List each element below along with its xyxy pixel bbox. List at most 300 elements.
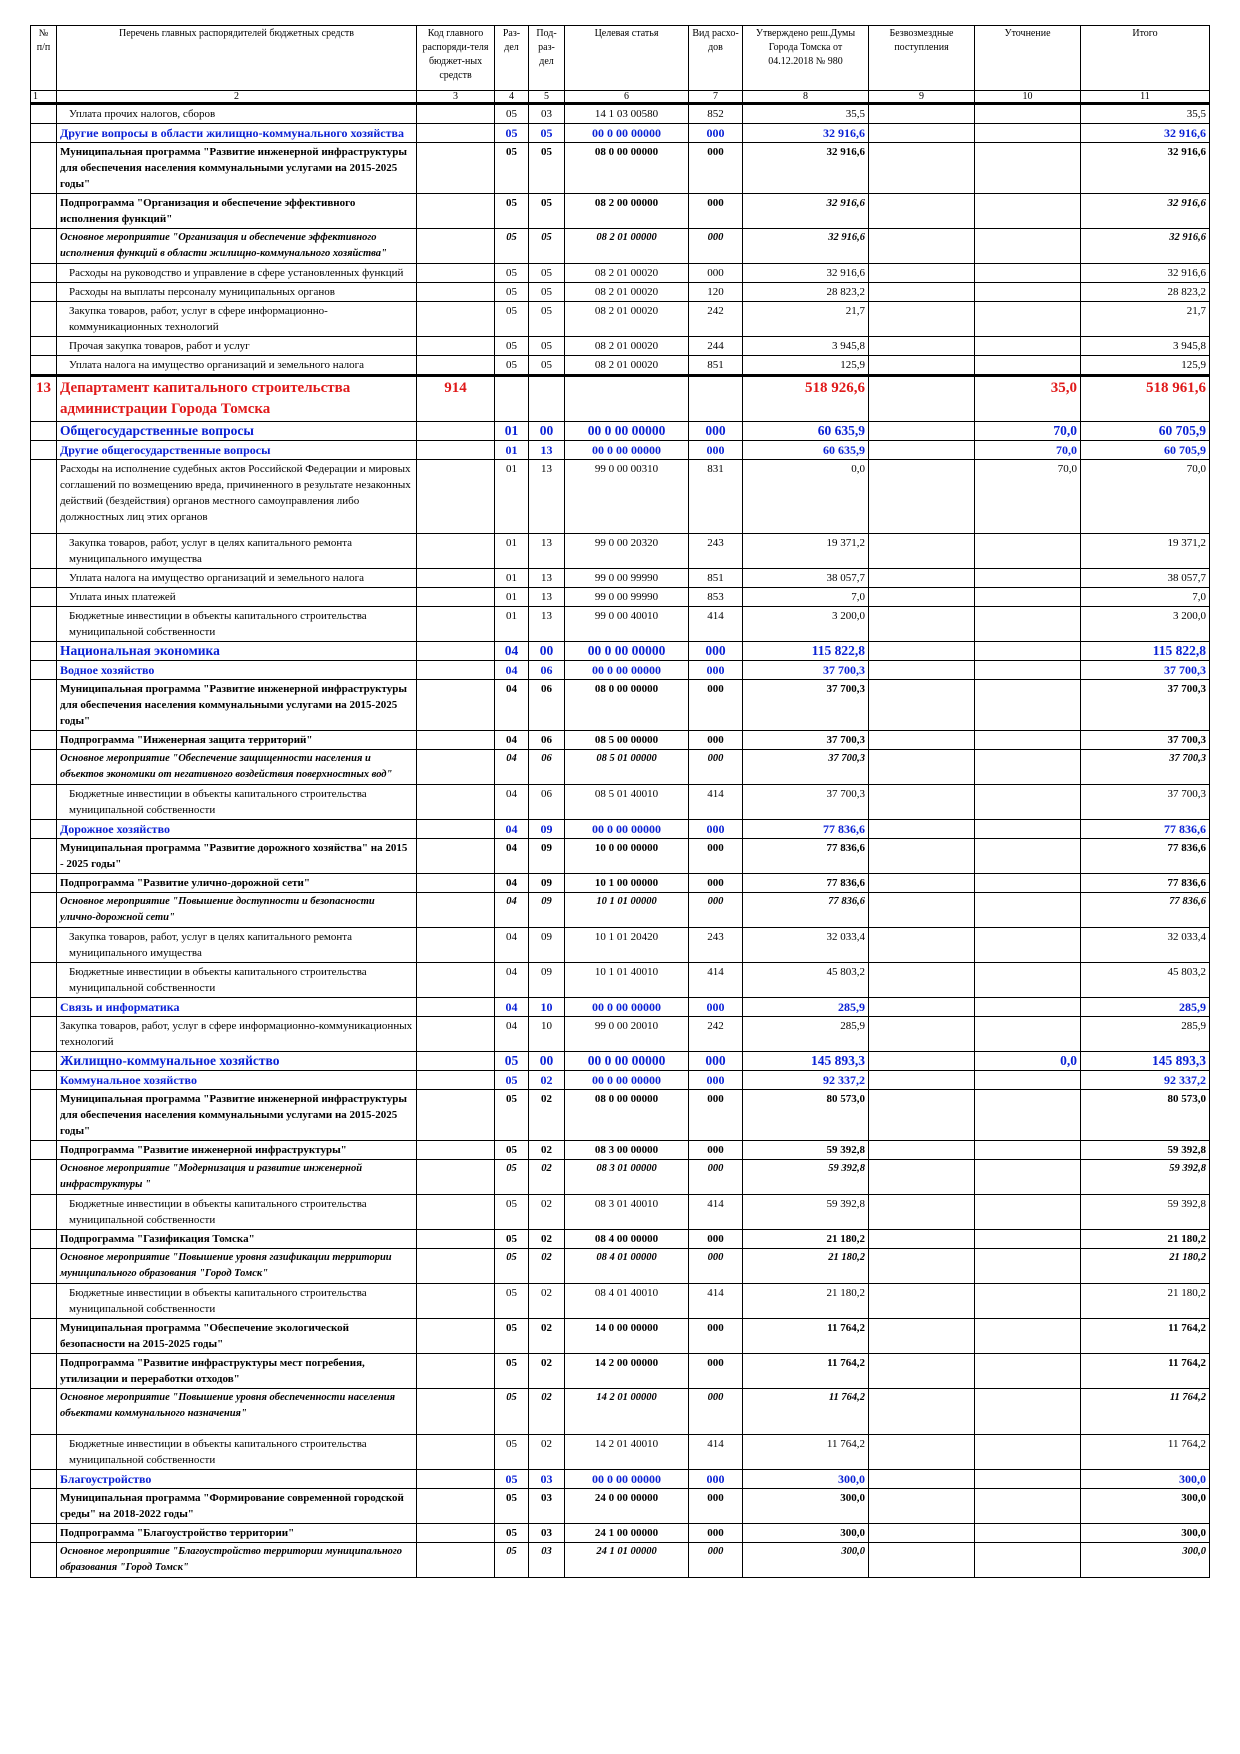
row-name: Дорожное хозяйство xyxy=(57,820,417,839)
row-total: 60 705,9 xyxy=(1081,422,1210,441)
row-approved: 0,0 xyxy=(743,460,869,534)
row-code xyxy=(417,1017,495,1052)
row-approved: 21 180,2 xyxy=(743,1249,869,1284)
row-grants xyxy=(869,283,975,302)
row-approved: 38 057,7 xyxy=(743,569,869,588)
row-number xyxy=(31,534,57,569)
column-number: 5 xyxy=(529,91,565,104)
row-grants xyxy=(869,839,975,874)
header-cell: № п/п xyxy=(31,26,57,91)
row-target-article: 08 0 00 00000 xyxy=(565,680,689,731)
row-approved: 28 823,2 xyxy=(743,283,869,302)
row-adjustment xyxy=(975,750,1081,785)
row-subsection: 06 xyxy=(529,731,565,750)
row-adjustment xyxy=(975,194,1081,229)
row-section: 05 xyxy=(495,229,529,264)
row-section: 04 xyxy=(495,642,529,661)
row-approved: 32 916,6 xyxy=(743,264,869,283)
row-expense-type: 000 xyxy=(689,1354,743,1389)
row-section xyxy=(495,376,529,422)
row-name: Общегосударственные вопросы xyxy=(57,422,417,441)
row-number xyxy=(31,750,57,785)
row-adjustment: 35,0 xyxy=(975,376,1081,422)
row-total: 92 337,2 xyxy=(1081,1071,1210,1090)
row-name: Прочая закупка товаров, работ и услуг xyxy=(57,337,417,356)
row-code xyxy=(417,1141,495,1160)
row-approved: 21 180,2 xyxy=(743,1284,869,1319)
row-section: 04 xyxy=(495,998,529,1017)
row-grants xyxy=(869,680,975,731)
header-cell: Утверждено реш.Думы Города Томска от 04.12.2018 № 980 xyxy=(743,26,869,91)
row-adjustment xyxy=(975,785,1081,820)
header-cell: Уточнение xyxy=(975,26,1081,91)
row-approved: 11 764,2 xyxy=(743,1319,869,1354)
row-section: 05 xyxy=(495,1543,529,1578)
row-code xyxy=(417,194,495,229)
row-grants xyxy=(869,422,975,441)
row-name: Муниципальная программа "Формирование современной городской среды" на 2018-2022 годы" xyxy=(57,1489,417,1524)
row-subsection: 02 xyxy=(529,1354,565,1389)
row-section: 01 xyxy=(495,441,529,460)
row-subsection: 09 xyxy=(529,963,565,998)
column-number: 7 xyxy=(689,91,743,104)
row-approved: 11 764,2 xyxy=(743,1435,869,1470)
row-expense-type: 852 xyxy=(689,104,743,124)
row-adjustment xyxy=(975,1249,1081,1284)
row-approved: 145 893,3 xyxy=(743,1052,869,1071)
row-approved: 77 836,6 xyxy=(743,874,869,893)
row-grants xyxy=(869,1319,975,1354)
row-approved: 45 803,2 xyxy=(743,963,869,998)
row-grants xyxy=(869,1249,975,1284)
row-subsection: 05 xyxy=(529,302,565,337)
row-number xyxy=(31,1435,57,1470)
row-adjustment xyxy=(975,1230,1081,1249)
row-subsection: 02 xyxy=(529,1389,565,1435)
row-number xyxy=(31,337,57,356)
row-target-article: 00 0 00 00000 xyxy=(565,998,689,1017)
row-section: 05 xyxy=(495,1249,529,1284)
row-number xyxy=(31,264,57,283)
table-body xyxy=(31,104,1210,1578)
row-expense-type: 000 xyxy=(689,680,743,731)
table-row xyxy=(31,785,1210,820)
row-target-article: 08 3 01 00000 xyxy=(565,1160,689,1195)
row-total: 32 916,6 xyxy=(1081,264,1210,283)
row-code xyxy=(417,1319,495,1354)
row-total: 32 916,6 xyxy=(1081,229,1210,264)
row-section: 05 xyxy=(495,1524,529,1543)
table-row xyxy=(31,1354,1210,1389)
row-adjustment xyxy=(975,1071,1081,1090)
table-row xyxy=(31,1249,1210,1284)
header-cell: Код главного распоряди-теля бюджет-ных средств xyxy=(417,26,495,91)
table-row xyxy=(31,1489,1210,1524)
row-target-article xyxy=(565,376,689,422)
row-adjustment xyxy=(975,1489,1081,1524)
row-target-article: 00 0 00 00000 xyxy=(565,1470,689,1489)
row-name: Расходы на исполнение судебных актов Российской Федерации и мировых соглашений по возмещению вреда, причиненного в результате незаконных действий (бездействия) органов местного самоуправления либо должностных лиц этих органов xyxy=(57,460,417,534)
row-total: 38 057,7 xyxy=(1081,569,1210,588)
table-row xyxy=(31,642,1210,661)
row-subsection: 06 xyxy=(529,680,565,731)
row-code xyxy=(417,874,495,893)
row-approved: 285,9 xyxy=(743,1017,869,1052)
row-code xyxy=(417,588,495,607)
row-grants xyxy=(869,607,975,642)
row-code xyxy=(417,337,495,356)
row-adjustment xyxy=(975,337,1081,356)
row-code xyxy=(417,104,495,124)
row-target-article: 10 1 01 00000 xyxy=(565,893,689,928)
row-grants xyxy=(869,143,975,194)
row-name: Подпрограмма "Инженерная защита территорий" xyxy=(57,731,417,750)
row-total: 19 371,2 xyxy=(1081,534,1210,569)
row-target-article: 24 1 00 00000 xyxy=(565,1524,689,1543)
row-name: Основное мероприятие "Благоустройство территории муниципального образования "Город Томск" xyxy=(57,1543,417,1578)
table-row xyxy=(31,1284,1210,1319)
column-number: 10 xyxy=(975,91,1081,104)
row-approved: 300,0 xyxy=(743,1543,869,1578)
row-section: 05 xyxy=(495,264,529,283)
row-expense-type: 000 xyxy=(689,1543,743,1578)
row-code xyxy=(417,750,495,785)
row-total: 7,0 xyxy=(1081,588,1210,607)
row-name: Подпрограмма "Развитие инженерной инфраструктуры" xyxy=(57,1141,417,1160)
row-name: Водное хозяйство xyxy=(57,661,417,680)
row-number xyxy=(31,422,57,441)
row-expense-type: 243 xyxy=(689,928,743,963)
row-total: 3 200,0 xyxy=(1081,607,1210,642)
row-approved: 60 635,9 xyxy=(743,441,869,460)
row-total: 77 836,6 xyxy=(1081,893,1210,928)
row-adjustment: 0,0 xyxy=(975,1052,1081,1071)
row-total: 300,0 xyxy=(1081,1489,1210,1524)
row-adjustment xyxy=(975,124,1081,143)
row-approved: 37 700,3 xyxy=(743,750,869,785)
row-number xyxy=(31,1195,57,1230)
row-section: 05 xyxy=(495,1354,529,1389)
row-grants xyxy=(869,1389,975,1435)
row-code xyxy=(417,1543,495,1578)
row-target-article: 08 2 01 00020 xyxy=(565,283,689,302)
row-expense-type: 000 xyxy=(689,661,743,680)
row-section: 04 xyxy=(495,963,529,998)
row-section: 04 xyxy=(495,893,529,928)
row-approved: 32 916,6 xyxy=(743,229,869,264)
table-row xyxy=(31,680,1210,731)
row-number xyxy=(31,1524,57,1543)
row-number xyxy=(31,124,57,143)
table-row xyxy=(31,1435,1210,1470)
table-row xyxy=(31,661,1210,680)
row-total: 70,0 xyxy=(1081,460,1210,534)
row-target-article: 00 0 00 00000 xyxy=(565,642,689,661)
row-name: Уплата прочих налогов, сборов xyxy=(57,104,417,124)
row-grants xyxy=(869,731,975,750)
row-adjustment xyxy=(975,104,1081,124)
row-section: 05 xyxy=(495,1284,529,1319)
row-subsection: 03 xyxy=(529,1470,565,1489)
row-number xyxy=(31,1230,57,1249)
row-grants xyxy=(869,302,975,337)
row-target-article: 00 0 00 00000 xyxy=(565,1071,689,1090)
row-total: 45 803,2 xyxy=(1081,963,1210,998)
row-grants xyxy=(869,1489,975,1524)
row-expense-type: 000 xyxy=(689,1470,743,1489)
row-name: Подпрограмма "Благоустройство территории" xyxy=(57,1524,417,1543)
row-adjustment xyxy=(975,893,1081,928)
row-number xyxy=(31,1543,57,1578)
row-subsection: 02 xyxy=(529,1319,565,1354)
row-adjustment xyxy=(975,1090,1081,1141)
row-code xyxy=(417,1230,495,1249)
table-row xyxy=(31,356,1210,376)
column-number: 9 xyxy=(869,91,975,104)
row-adjustment xyxy=(975,264,1081,283)
row-code xyxy=(417,1470,495,1489)
row-target-article: 08 4 00 00000 xyxy=(565,1230,689,1249)
row-name: Расходы на руководство и управление в сфере установленных функций xyxy=(57,264,417,283)
row-section: 01 xyxy=(495,607,529,642)
row-subsection: 05 xyxy=(529,229,565,264)
row-approved: 80 573,0 xyxy=(743,1090,869,1141)
row-grants xyxy=(869,750,975,785)
row-number xyxy=(31,460,57,534)
row-name: Муниципальная программа "Развитие инженерной инфраструктуры для обеспечения населения коммунальными услугами на 2015-2025 годы" xyxy=(57,1090,417,1141)
table-row xyxy=(31,1230,1210,1249)
row-target-article: 00 0 00 00000 xyxy=(565,124,689,143)
row-total: 32 916,6 xyxy=(1081,124,1210,143)
row-adjustment xyxy=(975,1354,1081,1389)
row-expense-type: 851 xyxy=(689,356,743,376)
row-number xyxy=(31,1470,57,1489)
row-name: Закупка товаров, работ, услуг в сфере информационно-коммуникационных технологий xyxy=(57,1017,417,1052)
row-approved: 125,9 xyxy=(743,356,869,376)
row-expense-type: 000 xyxy=(689,264,743,283)
row-expense-type: 000 xyxy=(689,1160,743,1195)
row-grants xyxy=(869,1071,975,1090)
row-target-article: 14 0 00 00000 xyxy=(565,1319,689,1354)
row-expense-type: 000 xyxy=(689,143,743,194)
row-total: 77 836,6 xyxy=(1081,820,1210,839)
row-grants xyxy=(869,264,975,283)
row-adjustment xyxy=(975,569,1081,588)
row-adjustment xyxy=(975,1524,1081,1543)
table-row xyxy=(31,104,1210,124)
row-subsection: 05 xyxy=(529,337,565,356)
row-number xyxy=(31,963,57,998)
row-total: 28 823,2 xyxy=(1081,283,1210,302)
row-name: Бюджетные инвестиции в объекты капитального строительства муниципальной собственности xyxy=(57,963,417,998)
row-approved: 77 836,6 xyxy=(743,839,869,874)
row-code xyxy=(417,302,495,337)
row-expense-type: 851 xyxy=(689,569,743,588)
row-approved: 32 033,4 xyxy=(743,928,869,963)
table-row xyxy=(31,998,1210,1017)
row-target-article: 10 0 00 00000 xyxy=(565,839,689,874)
row-subsection: 00 xyxy=(529,642,565,661)
row-target-article: 10 1 00 00000 xyxy=(565,874,689,893)
table-row xyxy=(31,1195,1210,1230)
row-number xyxy=(31,302,57,337)
row-number xyxy=(31,283,57,302)
table-row xyxy=(31,1071,1210,1090)
row-total: 37 700,3 xyxy=(1081,661,1210,680)
row-section: 05 xyxy=(495,1141,529,1160)
row-expense-type: 414 xyxy=(689,1435,743,1470)
row-grants xyxy=(869,1435,975,1470)
table-row xyxy=(31,264,1210,283)
row-expense-type: 242 xyxy=(689,1017,743,1052)
row-section: 05 xyxy=(495,1195,529,1230)
table-row xyxy=(31,422,1210,441)
row-target-article: 08 2 00 00000 xyxy=(565,194,689,229)
row-expense-type: 000 xyxy=(689,1389,743,1435)
row-grants xyxy=(869,820,975,839)
row-name: Закупка товаров, работ, услуг в целях капитального ремонта муниципального имущества xyxy=(57,928,417,963)
row-subsection: 05 xyxy=(529,283,565,302)
row-adjustment xyxy=(975,607,1081,642)
row-section: 01 xyxy=(495,460,529,534)
row-number xyxy=(31,229,57,264)
row-adjustment xyxy=(975,283,1081,302)
row-target-article: 00 0 00 00000 xyxy=(565,820,689,839)
row-target-article: 10 1 01 20420 xyxy=(565,928,689,963)
row-approved: 37 700,3 xyxy=(743,661,869,680)
row-approved: 77 836,6 xyxy=(743,820,869,839)
table-row xyxy=(31,534,1210,569)
row-code xyxy=(417,1435,495,1470)
row-name: Основное мероприятие "Организация и обеспечение эффективного исполнения функций в области жилищно-коммунального хозяйства" xyxy=(57,229,417,264)
row-section: 05 xyxy=(495,356,529,376)
row-section: 05 xyxy=(495,1489,529,1524)
row-section: 01 xyxy=(495,588,529,607)
row-section: 05 xyxy=(495,1090,529,1141)
row-name: Уплата налога на имущество организаций и земельного налога xyxy=(57,356,417,376)
table-row xyxy=(31,283,1210,302)
row-target-article: 08 3 01 40010 xyxy=(565,1195,689,1230)
table-row xyxy=(31,731,1210,750)
row-section: 05 xyxy=(495,1052,529,1071)
row-code xyxy=(417,1195,495,1230)
row-grants xyxy=(869,376,975,422)
row-number xyxy=(31,1071,57,1090)
row-name: Основное мероприятие "Обеспечение защищенности населения и объектов экономики от негативного воздействия поверхностных вод" xyxy=(57,750,417,785)
row-subsection: 13 xyxy=(529,441,565,460)
row-expense-type: 000 xyxy=(689,1489,743,1524)
row-grants xyxy=(869,928,975,963)
row-adjustment xyxy=(975,1141,1081,1160)
row-grants xyxy=(869,1195,975,1230)
row-target-article: 10 1 01 40010 xyxy=(565,963,689,998)
header-cell: Целевая статья xyxy=(565,26,689,91)
row-subsection: 13 xyxy=(529,569,565,588)
row-total: 115 822,8 xyxy=(1081,642,1210,661)
row-expense-type: 414 xyxy=(689,1284,743,1319)
row-name: Бюджетные инвестиции в объекты капитального строительства муниципальной собственности xyxy=(57,785,417,820)
row-section: 05 xyxy=(495,302,529,337)
row-section: 04 xyxy=(495,928,529,963)
row-approved: 77 836,6 xyxy=(743,893,869,928)
row-target-article: 08 2 01 00020 xyxy=(565,302,689,337)
row-code xyxy=(417,460,495,534)
table-row xyxy=(31,1141,1210,1160)
row-total: 300,0 xyxy=(1081,1524,1210,1543)
row-section: 05 xyxy=(495,104,529,124)
row-grants xyxy=(869,1017,975,1052)
row-expense-type: 000 xyxy=(689,1071,743,1090)
row-subsection: 06 xyxy=(529,661,565,680)
table-row xyxy=(31,1319,1210,1354)
row-total: 37 700,3 xyxy=(1081,750,1210,785)
row-expense-type: 000 xyxy=(689,820,743,839)
row-target-article: 14 2 00 00000 xyxy=(565,1354,689,1389)
row-subsection: 09 xyxy=(529,893,565,928)
table-row xyxy=(31,124,1210,143)
row-name: Уплата налога на имущество организаций и земельного налога xyxy=(57,569,417,588)
row-approved: 37 700,3 xyxy=(743,731,869,750)
row-grants xyxy=(869,356,975,376)
row-approved: 59 392,8 xyxy=(743,1141,869,1160)
row-name: Благоустройство xyxy=(57,1470,417,1489)
row-target-article: 08 2 01 00020 xyxy=(565,356,689,376)
table-row xyxy=(31,337,1210,356)
row-name: Подпрограмма "Газификация Томска" xyxy=(57,1230,417,1249)
row-name: Муниципальная программа "Развитие инженерной инфраструктуры для обеспечения населения коммунальными услугами на 2015-2025 годы" xyxy=(57,143,417,194)
row-section: 01 xyxy=(495,422,529,441)
row-adjustment xyxy=(975,820,1081,839)
row-expense-type: 414 xyxy=(689,607,743,642)
row-code xyxy=(417,534,495,569)
row-expense-type: 244 xyxy=(689,337,743,356)
table-row xyxy=(31,893,1210,928)
table-row xyxy=(31,1017,1210,1052)
row-section: 04 xyxy=(495,839,529,874)
header-cell: Вид расхо-дов xyxy=(689,26,743,91)
row-section: 05 xyxy=(495,124,529,143)
row-section: 05 xyxy=(495,1389,529,1435)
row-adjustment xyxy=(975,143,1081,194)
table-row xyxy=(31,143,1210,194)
row-code xyxy=(417,569,495,588)
row-adjustment: 70,0 xyxy=(975,460,1081,534)
row-code xyxy=(417,820,495,839)
row-number xyxy=(31,441,57,460)
row-grants xyxy=(869,1524,975,1543)
row-number xyxy=(31,588,57,607)
row-subsection: 13 xyxy=(529,588,565,607)
row-section: 05 xyxy=(495,143,529,194)
row-subsection: 02 xyxy=(529,1435,565,1470)
row-subsection: 10 xyxy=(529,998,565,1017)
row-approved: 7,0 xyxy=(743,588,869,607)
row-number xyxy=(31,1249,57,1284)
row-adjustment xyxy=(975,998,1081,1017)
row-approved: 115 822,8 xyxy=(743,642,869,661)
table-row xyxy=(31,194,1210,229)
row-section: 04 xyxy=(495,680,529,731)
row-approved: 37 700,3 xyxy=(743,785,869,820)
row-approved: 21 180,2 xyxy=(743,1230,869,1249)
row-approved: 32 916,6 xyxy=(743,124,869,143)
row-name: Бюджетные инвестиции в объекты капитального строительства муниципальной собственности xyxy=(57,1435,417,1470)
row-section: 05 xyxy=(495,1470,529,1489)
row-code xyxy=(417,998,495,1017)
header-cell: Под-раз-дел xyxy=(529,26,565,91)
row-subsection: 06 xyxy=(529,750,565,785)
row-code xyxy=(417,283,495,302)
